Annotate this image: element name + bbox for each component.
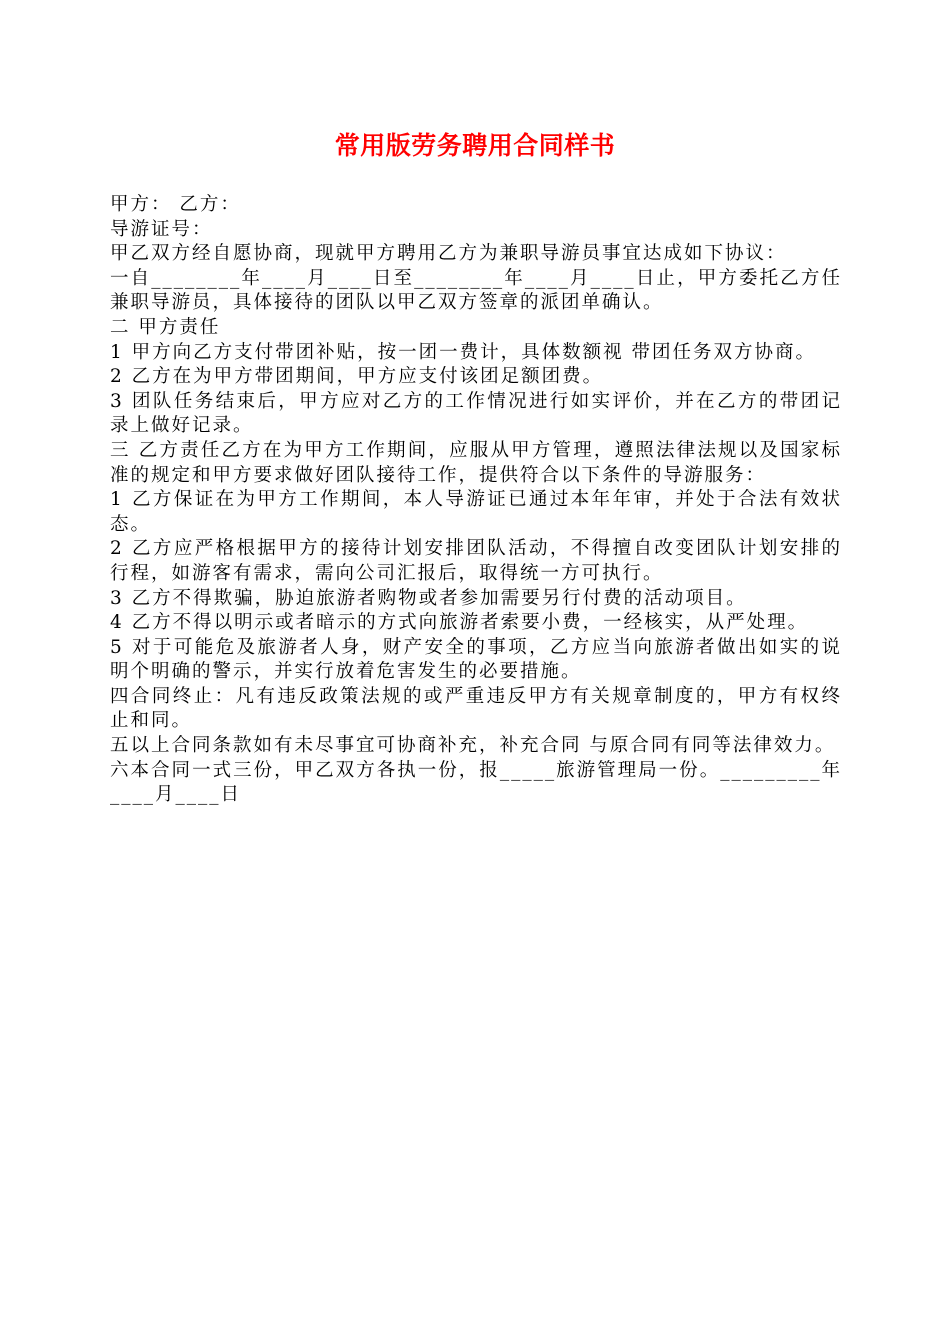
paragraph-term: 一自________年____月____日至________年____月____日止，甲方委托乙方任兼职导游员，具体接待的团队以甲乙双方签章的派团单确认。 <box>110 267 842 314</box>
paragraph-termination: 四合同终止：凡有违反政策法规的或严重违反甲方有关规章制度的，甲方有权终止和同。 <box>110 685 842 732</box>
paragraph-parties: 甲方： 乙方： <box>110 194 241 215</box>
document-title: 常用版劳务聘用合同样书 <box>334 131 616 160</box>
section-heading-party-b: 三 乙方责任乙方在为甲方工作期间，应服从甲方管理，遵照法律法规以及国家标准的规定和甲方要求做好团队接待工作，提供符合以下条件的导游服务： <box>110 439 842 486</box>
paragraph-party-b-1: 1 乙方保证在为甲方工作期间，本人导游证已通过本年年审，并处于合法有效状态。 <box>110 489 842 535</box>
paragraph-guide-license: 导游证号： <box>110 218 213 240</box>
paragraph-party-a-3: 3 团队任务结束后，甲方应对乙方的工作情况进行如实评价，并在乙方的带团记录上做好记录。 <box>110 390 842 437</box>
paragraph-supplement: 五以上合同条款如有未尽事宜可协商补充，补充合同 与原合同有同等法律效力。 <box>110 735 836 757</box>
paragraph-party-b-4: 4 乙方不得以明示或者暗示的方式向旅游者索要小费，一经核实，从严处理。 <box>110 612 809 634</box>
document-body <box>110 193 842 808</box>
paragraph-party-a-2: 2 乙方在为甲方带团期间，甲方应支付该团足额团费。 <box>110 366 604 388</box>
paragraph-copies: 六本合同一式三份，甲乙双方各执一份，报_____旅游管理局一份。_________年____月____日 <box>110 759 842 806</box>
section-heading-party-a: 二 甲方责任 <box>110 316 221 338</box>
paragraph-party-b-3: 3 乙方不得欺骗，胁迫旅游者购物或者参加需要另行付费的活动项目。 <box>110 587 747 609</box>
paragraph-party-a-1: 1 甲方向乙方支付带团补贴，按一团一费计，具体数额视 带团任务双方协商。 <box>110 341 817 363</box>
paragraph-party-b-2: 2 乙方应严格根据甲方的接待计划安排团队活动，不得擅自改变团队计划安排的行程，如游客有需求，需向公司汇报后，取得统一方可执行。 <box>110 538 842 584</box>
paragraph-party-b-5: 5 对于可能危及旅游者人身，财产安全的事项，乙方应当向旅游者做出如实的说明个明确的警示，并实行放着危害发生的必要措施。 <box>110 636 842 683</box>
paragraph-intro: 甲乙双方经自愿协商，现就甲方聘用乙方为兼职导游员事宜达成如下协议： <box>110 243 787 265</box>
